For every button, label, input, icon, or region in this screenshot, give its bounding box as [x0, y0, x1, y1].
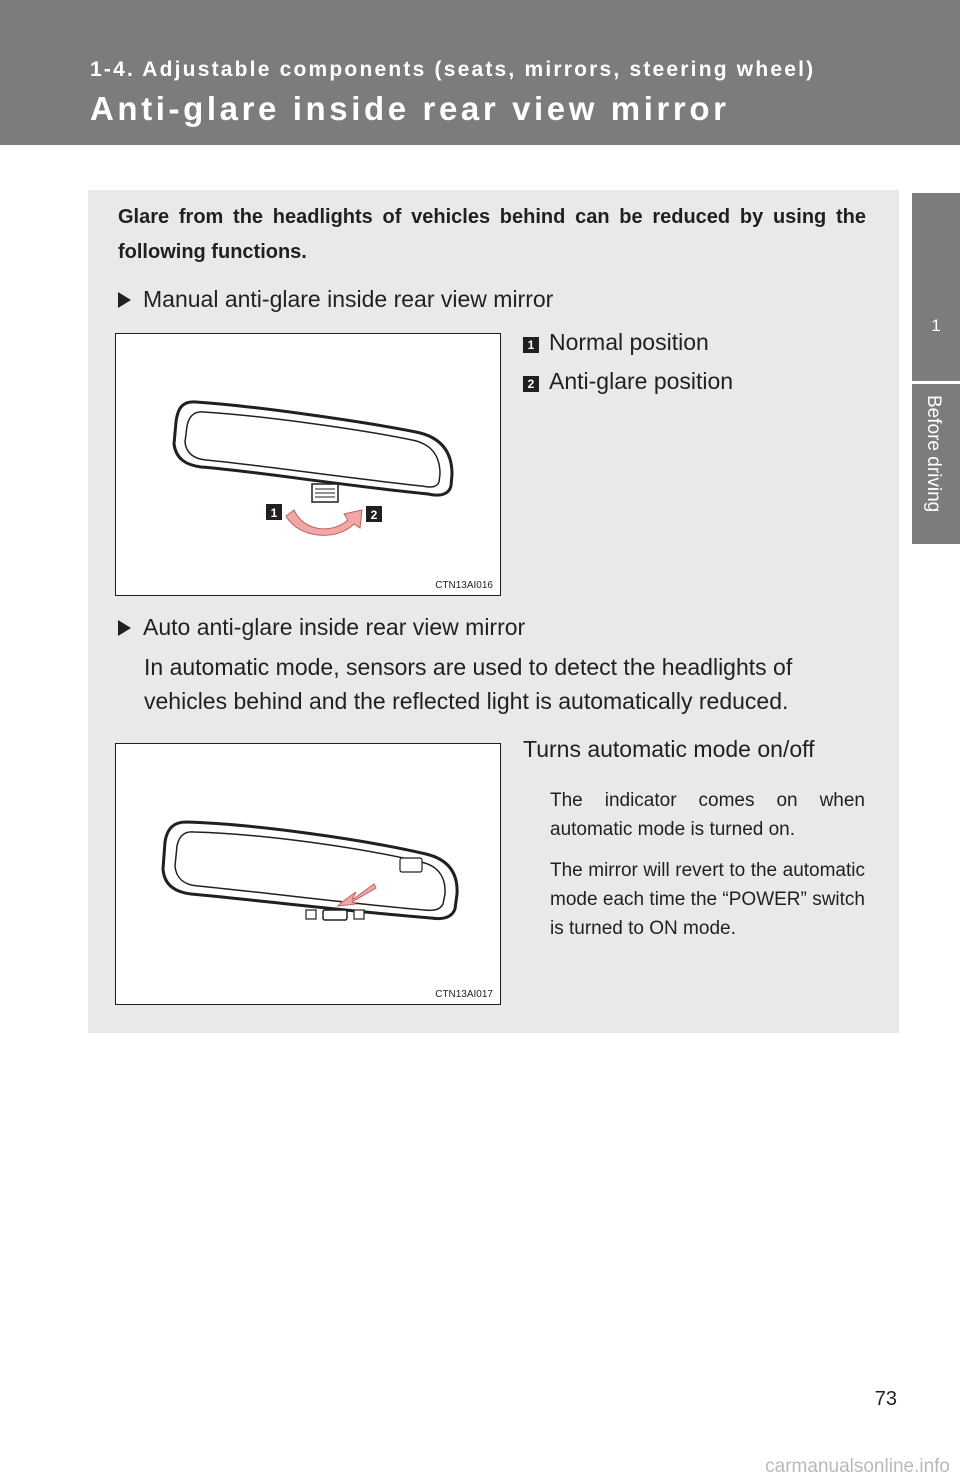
watermark: carmanualsonline.info — [765, 1456, 950, 1477]
revert-note: The mirror will revert to the automatic mode each time the “POWER” switch is turned to ON mode. — [550, 860, 865, 939]
section-title: 1-4. Adjustable components (seats, mirrors, steering wheel) — [90, 58, 816, 81]
chapter-tab-number-block — [912, 193, 960, 381]
bullet-triangle-icon — [118, 292, 131, 308]
normal-position-item — [523, 329, 709, 356]
indicator-note: The indicator comes on when automatic mode is turned on. — [550, 790, 865, 840]
auto-mirror-figure — [115, 743, 501, 1005]
manual-mirror-illustration — [116, 334, 500, 595]
manual-heading-text: Manual anti-glare inside rear view mirror — [143, 286, 554, 312]
auto-heading — [118, 614, 525, 641]
auto-button — [323, 910, 347, 920]
chapter-number: 1 — [931, 316, 941, 335]
anti-glare-position-item — [523, 368, 733, 395]
bullet-triangle-icon — [118, 620, 131, 636]
sensor-icon — [306, 910, 316, 919]
indicator-icon — [354, 910, 364, 919]
auto-heading-text: Auto anti-glare inside rear view mirror — [143, 614, 526, 640]
number-badge: 2 — [523, 376, 539, 392]
chapter-name: Before driving — [923, 395, 944, 513]
sensor-window — [400, 858, 422, 872]
normal-position-label: Normal position — [549, 329, 709, 355]
position-1-marker-label: 1 — [270, 506, 278, 520]
figure-code: CTN13AI017 — [435, 989, 493, 1000]
intro-text: Glare from the headlights of vehicles behind can be reduced by using the following functions. — [118, 206, 866, 263]
manual-heading — [118, 286, 553, 313]
page-title: Anti-glare inside rear view mirror — [90, 90, 730, 127]
auto-mirror-illustration — [116, 744, 500, 1004]
manual-mirror-figure — [115, 333, 501, 596]
anti-glare-position-label: Anti-glare position — [549, 368, 734, 394]
auto-mode-label: Turns automatic mode on/off — [523, 736, 815, 762]
tilt-arrow-icon — [286, 510, 362, 535]
mirror-housing — [174, 402, 452, 495]
auto-description: In automatic mode, sensors are used to detect the headlights of vehicles behind and the reflected light is automatically reduced. — [144, 654, 793, 714]
number-badge: 1 — [523, 337, 539, 353]
position-2-marker-label: 2 — [370, 508, 378, 522]
figure-code: CTN13AI016 — [435, 580, 493, 591]
page-number: 73 — [874, 1388, 897, 1410]
